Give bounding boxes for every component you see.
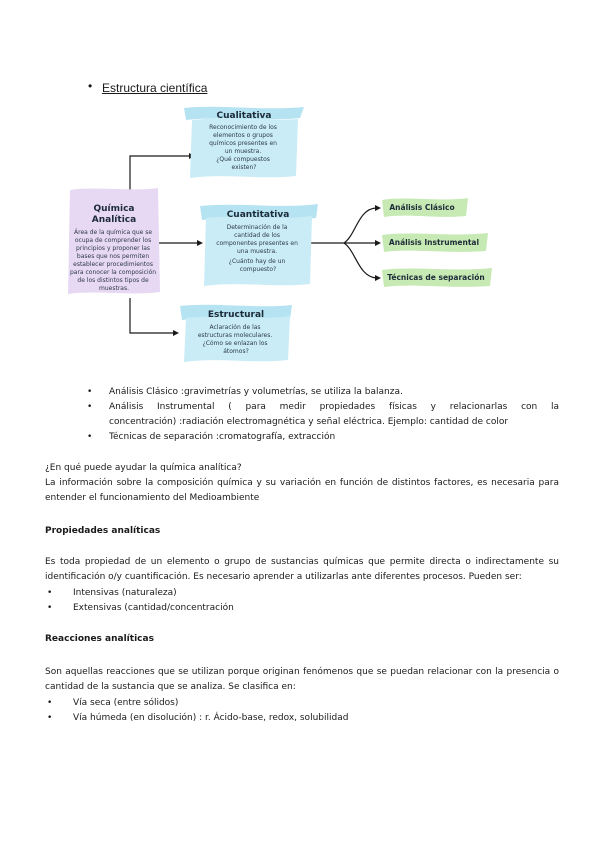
propiedades-heading: Propiedades analíticas	[45, 526, 161, 536]
node-root-title-line2: Analítica	[91, 215, 137, 225]
reacciones-paragraph: Son aquellas reacciones que se utilizan porque originan fenómenos que se puedan relacionar con la presencia o cantidad de la sustancia que se analiza. Se clasifica en:	[45, 667, 559, 692]
leaf-tecnicas-separacion-label: Técnicas de separación	[387, 273, 485, 282]
propiedades-paragraph: Es toda propiedad de un elemento o grupo de sustancias químicas que permite directa o indirectamente su identificación o/y cuantificación. Es necesario aprender a utilizarlas ante diferentes procesos. Pueden ser:	[45, 557, 559, 582]
list-item-text: • Análisis Instrumental ( para medir propiedades físicas y relacionarlas con la	[109, 402, 559, 412]
list-item-text: Intensivas (naturaleza)	[73, 588, 177, 598]
list-item-text: Vía seca (entre sólidos)	[73, 698, 179, 708]
reacciones-list	[45, 696, 559, 726]
section-title: Estructura científica	[102, 81, 208, 95]
list-item-text: Análisis Clásico :gravimetrías y volumetrías, se utiliza la balanza.	[109, 387, 403, 397]
question-heading: ¿En qué puede ayudar la química analítica?	[45, 463, 242, 473]
list-item	[45, 430, 559, 445]
leaf-analisis-clasico-label: Análisis Clásico	[389, 203, 455, 212]
node-estructural-body: Aclaración de las estructuras moleculares. ¿Cómo se enlazan los átomos?	[197, 324, 273, 355]
connector-to-leaf-1	[344, 208, 376, 243]
node-cualitativa	[184, 107, 304, 178]
node-quimica-analitica	[68, 188, 160, 294]
node-cualitativa-title: Cualitativa	[216, 111, 272, 121]
node-cuantitativa-body: Determinación de la cantidad de los componentes presentes en una muestra. ¿Cuánto hay de un compuesto?	[216, 224, 298, 273]
list-item	[45, 601, 559, 616]
title-bullet: •	[88, 79, 93, 93]
list-item-text: Vía húmeda (en disolución) : r. Ácido-base, redox, solubilidad	[73, 713, 349, 723]
node-root-title-line1: Química	[93, 204, 135, 214]
list-item	[45, 385, 559, 400]
node-cuantitativa-title: Cuantitativa	[226, 210, 290, 220]
leaf-analisis-instrumental-label: Análisis Instrumental	[388, 238, 480, 247]
node-cualitativa-body: Reconocimiento de los elementos o grupos químicos presentes en un muestra. ¿Qué compuestos existen?	[209, 124, 277, 171]
leaf-tecnicas-separacion	[382, 268, 492, 287]
node-estructural-title: Estructural	[207, 310, 265, 320]
connector-root-estructural	[130, 298, 174, 333]
list-item	[45, 711, 559, 726]
list-item	[45, 400, 559, 415]
reacciones-heading: Reacciones analíticas	[45, 634, 154, 644]
node-root-body: Área de la química que se ocupa de comprender los principios y proponer las bases que nos permiten establecer procedimientos para conocer la composición de los distintos tipos de muestras.	[69, 229, 157, 292]
list-item-continuation	[45, 415, 559, 430]
leaf-analisis-clasico	[382, 198, 468, 217]
leaf-analisis-instrumental	[382, 233, 488, 252]
analysis-list	[45, 385, 559, 445]
list-item	[45, 586, 559, 601]
node-estructural	[180, 305, 292, 362]
connector-root-cualitativa	[130, 156, 190, 190]
list-item-text: Técnicas de separación :cromatografía, extracción	[109, 432, 336, 442]
propiedades-list	[45, 586, 559, 616]
list-item-text: Extensivas (cantidad/concentración	[73, 603, 234, 613]
list-item	[45, 696, 559, 711]
question-paragraph: La información sobre la composición química y su variación en función de distintos factores, es necesaria para entender el funcionamiento del Medioambiente	[45, 478, 559, 503]
concept-diagram	[0, 95, 600, 370]
connector-to-leaf-3	[344, 243, 376, 278]
node-cuantitativa	[200, 204, 318, 286]
list-item-text: concentración) :radiación electromagnética y señal eléctrica. Ejemplo: cantidad de color	[109, 417, 509, 427]
